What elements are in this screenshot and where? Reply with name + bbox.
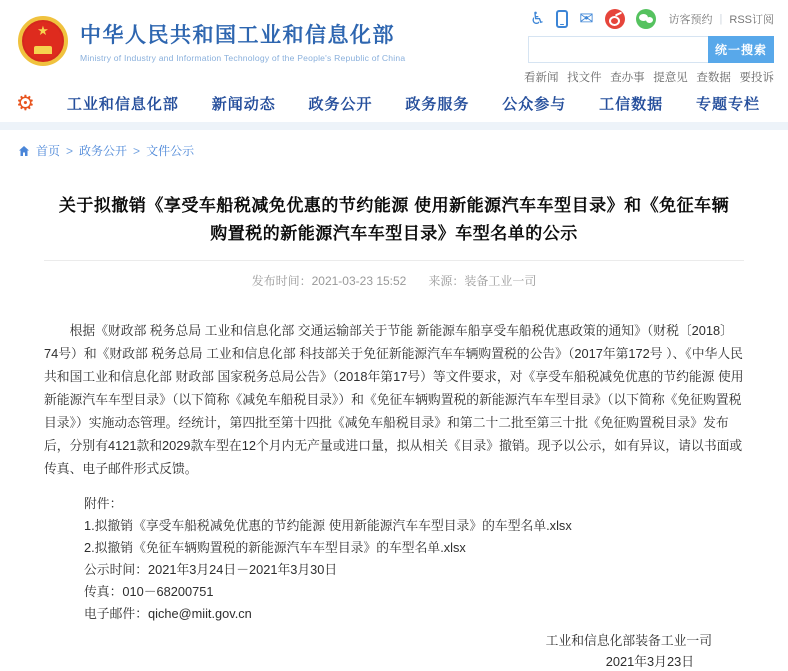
nav-item-data[interactable]: 工信数据	[599, 95, 664, 113]
nav-item-miit[interactable]: 工业和信息化部	[66, 95, 179, 113]
accessibility-icon[interactable]: ♿	[530, 9, 546, 28]
quick-link-news[interactable]: 看新闻	[524, 72, 559, 84]
signature-department: 工业和信息化部装备工业一司	[545, 633, 712, 648]
mail-icon[interactable]: ✉	[579, 9, 594, 28]
article-content	[44, 192, 744, 671]
attachment-link-1[interactable]: 1.拟撤销《享受车船税减免优惠的节约能源 使用新能源汽车车型目录》的车型名单.xlsx	[84, 518, 572, 533]
breadcrumb-gov-disclosure[interactable]: 政务公开	[79, 144, 128, 158]
site-header	[0, 0, 788, 84]
notice-period-line: 公示时间：2021年3月24日－2021年3月30日	[84, 562, 338, 577]
nav-item-gov-services[interactable]: 政务服务	[405, 95, 470, 113]
article-title: 关于拟撤销《享受车船税减免优惠的节约能源 使用新能源汽车车型目录》和《免征车辆购置税的新能源汽车车型目录》车型名单的公示	[58, 196, 730, 243]
signature-block	[44, 631, 744, 671]
title-divider	[44, 260, 744, 261]
quick-link-suggestions[interactable]: 提意见	[653, 72, 688, 84]
publish-time-value: 2021-03-23 15:52	[311, 274, 407, 288]
rss-link[interactable]: RSS订阅	[729, 14, 774, 26]
source-value: 装备工业一司	[464, 274, 537, 288]
publish-time-label: 发布时间：	[251, 274, 312, 288]
breadcrumb-file-notice[interactable]: 文件公示	[146, 144, 195, 158]
quick-link-services[interactable]: 查办事	[610, 72, 645, 84]
nav-divider-band	[0, 122, 788, 130]
breadcrumb-separator: >	[66, 143, 74, 158]
visitor-appointment-link[interactable]: 访客预约	[668, 14, 713, 26]
quick-links	[524, 69, 774, 85]
fax-line: 传真：010－68200751	[84, 584, 214, 599]
breadcrumb-home[interactable]: 首页	[36, 144, 61, 158]
email-line: 电子邮件：qiche@miit.gov.cn	[84, 606, 252, 621]
site-title: 中华人民共和国工业和信息化部	[80, 24, 395, 47]
breadcrumb-separator: >	[133, 143, 141, 158]
search-bar	[528, 36, 774, 63]
search-button[interactable]: 统一搜索	[708, 36, 774, 63]
quick-link-files[interactable]: 找文件	[567, 72, 602, 84]
mobile-icon[interactable]	[556, 10, 568, 28]
nav-item-special-columns[interactable]: 专题专栏	[695, 95, 760, 113]
nav-item-gov-disclosure[interactable]: 政务公开	[308, 95, 373, 113]
signature-date: 2021年3月23日	[605, 654, 694, 669]
weibo-icon[interactable]	[605, 9, 625, 29]
attachment-link-2[interactable]: 2.拟撤销《免征车辆购置税的新能源汽车车型目录》的车型名单.xlsx	[84, 540, 466, 555]
attachments-block	[44, 493, 744, 625]
source-label: 来源：	[428, 274, 465, 288]
home-icon[interactable]	[18, 145, 30, 157]
utility-bar	[530, 8, 774, 30]
breadcrumb	[0, 130, 788, 170]
search-input[interactable]	[528, 36, 708, 63]
national-emblem-icon	[18, 16, 68, 66]
miit-gear-icon[interactable]: ⚙	[16, 91, 35, 115]
wechat-icon[interactable]	[636, 9, 656, 29]
main-nav	[0, 84, 788, 122]
quick-link-complaints[interactable]: 要投诉	[739, 72, 774, 84]
article-paragraph: 根据《财政部 税务总局 工业和信息化部 交通运输部关于节能 新能源车船享受车船税优惠政策的通知》（财税〔2018〕74号）和《财政部 税务总局 工业和信息化部 科技部关于免征新能源汽车车辆购置税的公告》（2017年第172号 ）、《中华人民共和国工业和信息化部 财政部 国家税务总局公告》（2018年第17号）等文件要求，对《享受车船税减免优惠的节约能源 使用新能源汽车车型目录》（以下简称《减免车船税目录》）和《免征车辆购置税的新能源汽车车型目录》（以下简称《免征购置税目录》）实施动态管理。经统计，第四批至第十四批《减免车船税目录》和第二十二批至第三十批《免征购置税目录》发布后，分别有4121款和2029款车型在12个月内无产量或进口量，拟从相关《目录》撤销。现予以公示，如有异议，请以书面或传真、电子邮件形式反馈。	[44, 323, 744, 476]
utility-separator: |	[719, 13, 723, 25]
site-subtitle-en: Ministry of Industry and Information Technology of the People's Republic of China	[80, 53, 406, 63]
site-logo[interactable]	[18, 16, 405, 66]
quick-link-data[interactable]: 查数据	[696, 72, 731, 84]
article-body	[44, 319, 744, 671]
article-meta	[44, 272, 744, 289]
attachments-label: 附件：	[84, 496, 123, 511]
nav-item-news[interactable]: 新闻动态	[211, 95, 276, 113]
nav-item-public-participation[interactable]: 公众参与	[502, 95, 567, 113]
